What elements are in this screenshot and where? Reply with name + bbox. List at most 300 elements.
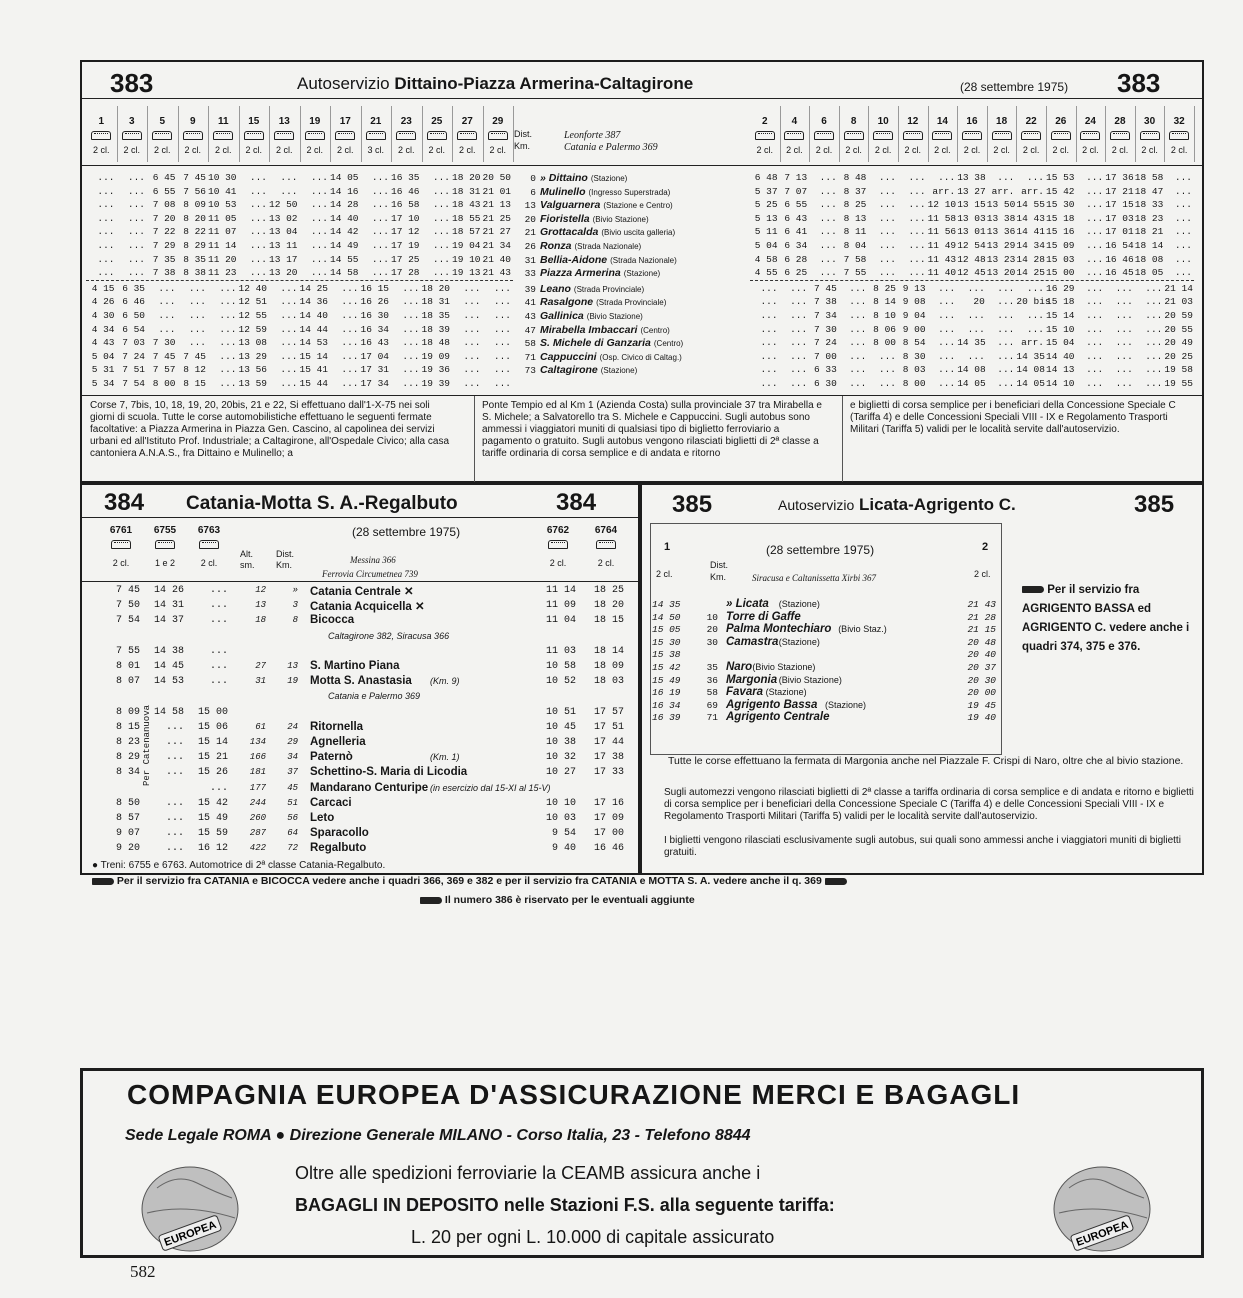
station-row	[514, 310, 750, 322]
left-time-cell: 14 42	[330, 226, 359, 238]
left-time-cell: 15 14	[299, 350, 329, 362]
left-time-cell: 5 04	[91, 350, 115, 362]
dist-header: Dist. Km.	[514, 129, 532, 151]
column-class: 2 cl.	[428, 145, 445, 155]
left-time-cell: 6 54	[122, 323, 145, 335]
station-name: Sparacollo	[310, 827, 369, 840]
station-km: 21	[524, 227, 536, 239]
right-time-cell: ...	[819, 185, 837, 197]
right-time-cell: ...	[760, 323, 778, 335]
station-name: Piazza Armerina	[540, 267, 621, 280]
left-time-cell: ...	[432, 172, 450, 183]
right-time-cell: 14 43	[1016, 212, 1045, 224]
left-time-cell: ...	[280, 185, 298, 197]
right-time-cell: 18 14	[593, 645, 624, 657]
left-time-cell: ...	[463, 337, 481, 349]
right-time-cell: ...	[908, 212, 926, 224]
right-time-cell: ...	[997, 378, 1015, 389]
right-time-cell: 6 48	[754, 172, 778, 183]
left-time-cell: ...	[280, 350, 298, 362]
right-time-cell: 20 55	[1164, 323, 1193, 335]
column-class: 2 cl.	[1052, 145, 1070, 155]
left-time-cell: 7 56	[183, 185, 206, 197]
right-time-cell: ...	[1026, 282, 1044, 294]
left-time-cell: ...	[249, 253, 267, 265]
left-time-cell: ...	[341, 378, 359, 389]
station-name: Carcaci	[310, 796, 352, 809]
column-number: 24	[1084, 116, 1096, 127]
bus-icon	[274, 131, 294, 140]
left-time-cell: 7 30	[152, 337, 176, 349]
left-time-cell: ...	[209, 661, 228, 672]
station-km: 71	[524, 351, 536, 363]
left-time-cell: ...	[463, 378, 481, 389]
right-time-cell: ...	[1145, 310, 1163, 321]
right-time-cell: ...	[1174, 172, 1192, 183]
altitude: 18	[255, 615, 266, 626]
left-time-cell: ...	[463, 364, 481, 376]
note-384-text: Treni: 6755 e 6763. Automotrice di 2ª classe Catania-Regalbuto.	[100, 860, 386, 871]
station-km: 31	[524, 254, 536, 266]
column-header	[208, 106, 240, 162]
right-time-cell: ...	[997, 282, 1015, 294]
right-time-cell: 11 03	[545, 645, 576, 657]
left-time-cell: ...	[97, 226, 115, 238]
railcar-icon	[199, 540, 219, 549]
km: 13	[287, 661, 298, 671]
right-time-cell: ...	[878, 240, 896, 251]
left-time-cell: ...	[371, 240, 389, 251]
right-time-cell: 6 41	[784, 226, 808, 238]
station-name: Grottacalda	[540, 226, 599, 239]
bus-icon	[932, 131, 952, 140]
left-time-cell: 4 26	[91, 296, 115, 308]
left-time-cell: ...	[402, 323, 420, 335]
bus-icon	[152, 131, 172, 140]
left-time-cell: 8 22	[183, 226, 206, 238]
station-km: 73	[524, 365, 536, 377]
right-time-cell: 19 45	[967, 699, 996, 711]
right-time-cell: ...	[849, 337, 867, 349]
right-time-cell: 9 08	[902, 296, 926, 308]
bus-icon	[213, 131, 233, 140]
right-time-cell: 9 40	[551, 843, 576, 855]
left-time-cell: ...	[463, 350, 481, 362]
right-time-cell: 8 13	[843, 212, 867, 224]
column-class: 2 cl.	[904, 145, 922, 155]
km: 45	[287, 782, 298, 793]
left-time-cell: ...	[188, 310, 206, 321]
left-time-cell: ...	[310, 226, 328, 238]
left-time-cell: 12 55	[238, 310, 268, 321]
bus-icon	[122, 131, 142, 140]
left-time-cell: 7 08	[152, 199, 176, 211]
left-time-cell: ...	[280, 364, 298, 376]
right-time-cell: ...	[819, 226, 837, 238]
station-name: Mirabella Imbaccari	[540, 323, 638, 336]
train-header	[536, 525, 580, 568]
title-route: Dittaino-Piazza Armerina-Caltagirone	[394, 74, 694, 93]
station-name: Agrigento Centrale	[726, 711, 830, 724]
left-time-cell: ...	[341, 350, 359, 362]
right-time-cell: 20 bis	[1016, 296, 1051, 308]
station-name: Regalbuto	[310, 842, 367, 855]
column-number: 5	[159, 116, 166, 127]
left-time-cell: 14 25	[299, 282, 329, 294]
right-time-cell: ...	[938, 378, 956, 389]
station-detail: (Centro)	[640, 325, 670, 335]
page-number: 582	[130, 1262, 156, 1281]
column-header	[1076, 106, 1107, 162]
left-time-cell: ...	[165, 797, 184, 809]
left-time-cell: 11 20	[208, 253, 237, 265]
km: 3	[292, 600, 298, 611]
train-number: 6761	[109, 525, 133, 536]
right-time-cell: ...	[760, 310, 778, 321]
right-time-cell: ...	[1145, 296, 1163, 308]
column-header	[147, 106, 179, 162]
right-time-cell: ...	[849, 350, 867, 362]
station-name: Agnelleria	[310, 736, 366, 748]
altitude: 31	[255, 676, 266, 687]
station-detail: (Bivio Stazione)	[752, 662, 816, 672]
right-time-cell: ...	[849, 364, 867, 376]
left-time-cell: ...	[402, 378, 420, 389]
right-time-cell: 7 13	[784, 172, 808, 183]
left-time-cell: 18 31	[421, 296, 451, 308]
right-time-cell: ...	[1145, 337, 1163, 349]
right-time-cell: 13 20	[986, 267, 1016, 279]
column-number: 29	[492, 116, 504, 127]
left-time-cell: ...	[493, 310, 511, 321]
ad-line-1: Oltre alle spedizioni ferroviarie la CEAMB assicura anche i	[295, 1163, 761, 1183]
left-time-cell: 17 10	[391, 212, 420, 224]
km: 10	[706, 611, 718, 623]
left-time-cell: 16 35	[391, 172, 420, 183]
station-name: Paternò	[310, 751, 353, 764]
right-time-cell: 10 10	[545, 797, 576, 809]
station-detail: (Bivio uscita galleria)	[601, 228, 676, 238]
station-km: 20	[524, 213, 536, 225]
left-time-cell: ...	[402, 364, 420, 376]
left-time-cell: ...	[371, 199, 389, 211]
right-time-cell: ...	[1086, 267, 1104, 279]
left-time-cell: ...	[127, 185, 145, 197]
station-row	[514, 267, 750, 279]
left-time-cell: 15 49	[652, 674, 681, 686]
left-time-cell: ...	[209, 676, 228, 688]
footer-note-1	[92, 875, 1202, 887]
left-time-cell: 8 35	[183, 253, 206, 265]
right-time-cell: 6 55	[784, 199, 808, 211]
right-time-cell: ...	[790, 364, 808, 376]
table-date: (28 settembre 1975)	[960, 80, 1069, 94]
column-number: 26	[1055, 116, 1067, 127]
left-time-cell: ...	[280, 378, 298, 389]
right-time-cell: 18 21	[1134, 226, 1164, 238]
right-time-cell: 14 08	[957, 364, 986, 376]
station-km: 47	[524, 324, 536, 336]
left-time-cell: ...	[165, 843, 184, 855]
globe-right-label: EUROPEA	[1074, 1218, 1130, 1249]
left-time-cell: 7 38	[152, 267, 176, 279]
column-class: 2 cl.	[458, 145, 476, 155]
left-time-cell: ...	[209, 782, 228, 794]
station-row	[514, 324, 750, 336]
column-number: 27	[461, 116, 473, 127]
left-time-cell: 12 51	[238, 296, 268, 308]
left-time-cell: 15 00	[197, 706, 228, 718]
altitude: 12	[255, 585, 266, 595]
left-time-cell: 16 43	[360, 337, 390, 349]
bus-icon	[1169, 131, 1189, 140]
left-time-cell: 15 30	[652, 636, 681, 648]
station-name: Ronza	[540, 240, 572, 252]
right-time-cell: ...	[878, 378, 896, 389]
left-time-cell: 18 31	[452, 185, 481, 197]
right-time-cell: ...	[997, 364, 1015, 376]
left-time-cell: 14 53	[153, 676, 184, 688]
right-time-cell: 15 00	[1046, 267, 1075, 279]
station-detail: (Stazione)	[623, 269, 661, 279]
station-row	[514, 351, 750, 363]
left-time-cell: ...	[280, 282, 298, 294]
column-header	[928, 106, 959, 162]
right-time-cell: 17 36	[1105, 172, 1134, 183]
right-time-cell: ...	[1174, 185, 1192, 197]
left-time-cell: 17 04	[360, 350, 390, 362]
left-time-cell: ...	[219, 364, 237, 376]
left-time-cell: 16 34	[652, 699, 681, 711]
right-time-cell: 16 46	[1105, 253, 1134, 265]
left-time-cell: 19 04	[452, 240, 481, 251]
left-time-cell: 13 20	[269, 267, 298, 279]
left-time-cell: 13 29	[238, 350, 268, 362]
right-time-cell: ...	[1086, 282, 1104, 294]
right-time-cell: ...	[1145, 282, 1163, 294]
station-detail: (Osp. Civico di Caltag.)	[599, 352, 682, 362]
left-time-cell: ...	[188, 296, 206, 308]
right-time-cell: 20 49	[1164, 337, 1193, 349]
left-time-cell: 17 19	[391, 240, 420, 251]
column-class: 2 cl.	[756, 145, 774, 155]
right-time-cell: 19 58	[1164, 364, 1193, 376]
right-time-cell: ...	[1026, 323, 1044, 335]
left-time-cell: 14 49	[330, 240, 359, 251]
bus-icon	[962, 131, 982, 140]
right-time-cell: 9 13	[902, 282, 926, 294]
left-time-cell: ...	[493, 364, 511, 376]
station-name: » Licata	[726, 598, 769, 610]
right-time-cell: 21 15	[967, 624, 996, 636]
table-number-right: 385	[1134, 491, 1175, 518]
right-time-cell: 7 00	[813, 350, 837, 362]
station-row	[514, 254, 750, 266]
left-time-cell: ...	[341, 282, 359, 294]
station-detail: Catania e Palermo 369	[328, 691, 421, 702]
column-class: 2 cl.	[92, 145, 110, 155]
left-time-cell: 13 08	[238, 337, 268, 349]
left-time-cell: ...	[158, 310, 176, 321]
right-time-cell: ...	[849, 296, 867, 308]
left-time-cell: 10 41	[208, 185, 237, 197]
right-time-cell: 18 47	[1134, 185, 1164, 197]
left-time-cell: ...	[310, 185, 328, 197]
column-number: 15	[248, 116, 260, 127]
left-time-cell: 14 58	[330, 267, 359, 279]
left-time-cell: 8 29	[115, 752, 140, 764]
globe-left-label: EUROPEA	[162, 1218, 218, 1249]
train-class: 2 cl.	[597, 558, 615, 568]
left-time-cell: 19 09	[421, 350, 451, 362]
right-time-cell: ...	[760, 378, 778, 389]
footer-note-2-text: Il numero 386 è riservato per le eventuali aggiunte	[444, 894, 695, 906]
right-time-cell: 14 55	[1016, 199, 1045, 211]
right-time-cell: 10 45	[545, 721, 576, 733]
left-time-cell: ...	[219, 378, 237, 389]
left-time-cell: ...	[310, 172, 328, 183]
altitude: 13	[255, 600, 266, 611]
left-time-cell: 16 58	[391, 199, 420, 211]
bus-icon	[305, 131, 325, 140]
station-row	[514, 172, 750, 184]
right-time-cell: 18 25	[593, 585, 624, 596]
right-time-cell: 15 14	[1046, 310, 1075, 321]
left-time-cell: ...	[158, 296, 176, 308]
right-time-cell: 21 14	[1164, 282, 1193, 294]
right-time-cell: arr.	[932, 185, 956, 197]
left-time-cell: 8 09	[115, 706, 140, 718]
right-time-cell: ...	[1086, 212, 1104, 224]
left-time-cell: 15 42	[652, 662, 681, 673]
title-prefix: Autoservizio	[778, 497, 855, 513]
right-time-cell: 6 28	[784, 253, 808, 265]
left-time-cell: 14 50	[652, 611, 681, 623]
right-time-cell: 7 24	[813, 337, 837, 349]
station-detail: (Strada Provinciale)	[596, 298, 667, 308]
right-time-cell: ...	[878, 267, 896, 279]
left-time-cell: 8 15	[115, 721, 140, 733]
right-time-cell: ...	[938, 323, 956, 335]
right-time-cell: 8 14	[873, 296, 896, 308]
right-time-cell: 17 21	[1105, 185, 1134, 197]
right-time-cell: 15 30	[1046, 199, 1075, 211]
right-time-cell: 11 40	[927, 267, 957, 279]
right-time-cell: ...	[938, 296, 956, 308]
right-time-cell: 8 48	[843, 172, 867, 183]
left-time-cell: 8 09	[183, 199, 206, 211]
station-detail: (Stazione)	[765, 687, 807, 698]
note-3: I biglietti vengono rilasciati esclusivamente sugli autobus, sui quali sono ammessi anche i viaggiatori muniti di biglietti gratuiti.	[664, 835, 1181, 858]
left-time-cell: ...	[188, 323, 206, 335]
left-time-cell: 12 40	[238, 282, 268, 294]
left-time-cell: ...	[165, 767, 184, 779]
left-time-cell: ...	[341, 323, 359, 335]
table-number-right: 384	[556, 489, 597, 516]
column-header	[780, 106, 811, 162]
left-time-cell: 8 07	[115, 676, 140, 688]
left-time-cell: ...	[209, 600, 228, 612]
left-time-cell: ...	[97, 185, 115, 197]
column-class: 2 cl.	[963, 145, 981, 155]
bus-icon	[244, 131, 264, 140]
right-time-cell: ...	[1115, 323, 1133, 335]
left-time-cell: ...	[97, 240, 115, 251]
station-detail: (Stazione e Centro)	[603, 201, 673, 211]
class-right: 2 cl.	[974, 569, 991, 579]
right-time-cell: ...	[1086, 240, 1104, 251]
left-time-cell: 11 14	[208, 240, 237, 251]
left-time-cell: 8 20	[183, 212, 206, 224]
right-time-cell: ...	[1086, 310, 1104, 321]
left-time-cell: 4 15	[91, 282, 115, 294]
station-detail: (Strada Provinciale)	[573, 284, 645, 294]
right-time-cell: ...	[967, 282, 985, 294]
note-384: ● Treni: 6755 e 6763. Automotrice di 2ª classe Catania-Regalbuto.	[92, 860, 386, 871]
station-name: Bicocca	[310, 614, 355, 627]
km: 64	[287, 828, 298, 839]
right-time-cell: arr.	[1021, 337, 1044, 349]
left-time-cell: 17 34	[360, 378, 390, 389]
station-name: Catania Centrale ✕	[310, 586, 414, 598]
station-name: Schettino-S. Maria di Licodia	[310, 766, 468, 779]
right-time-cell: 20 37	[967, 662, 996, 673]
left-time-cell: 7 45	[183, 350, 206, 362]
left-time-cell: ...	[402, 310, 420, 321]
train-class: 2 cl.	[112, 558, 130, 568]
right-time-cell: 20 30	[967, 674, 996, 686]
right-time-cell: 15 18	[1046, 212, 1075, 224]
station-name: Fioristella	[540, 212, 590, 225]
left-time-cell: 14 55	[330, 253, 359, 265]
left-time-cell: 14 45	[153, 661, 184, 672]
station-km: 33	[524, 268, 536, 280]
right-time-cell: ...	[1115, 364, 1133, 376]
left-time-cell: 21 25	[482, 212, 512, 224]
left-time-cell: 9 20	[115, 843, 140, 855]
right-time-cell: ...	[1086, 199, 1104, 211]
column-class: 2 cl.	[245, 145, 262, 155]
bus-icon	[1140, 131, 1160, 140]
right-time-cell: 11 43	[927, 253, 957, 265]
right-time-cell: 14 40	[1046, 350, 1075, 362]
train-header	[584, 525, 628, 568]
right-time-cell: 16 46	[593, 843, 624, 855]
right-time-cell: 20 25	[1164, 350, 1193, 362]
station-detail: (Bivio Stazione)	[592, 214, 649, 224]
altitude: 166	[249, 752, 266, 763]
dist-note-2: Catania e Palermo 369	[564, 142, 658, 153]
right-time-cell: ...	[997, 172, 1015, 183]
right-time-cell: 10 38	[545, 737, 576, 748]
station-name: Mulinello	[540, 185, 586, 198]
left-time-cell: ...	[402, 337, 420, 349]
left-time-cell: ...	[341, 310, 359, 321]
train-number: 6764	[594, 525, 618, 536]
right-time-cell: ...	[908, 226, 926, 238]
right-time-cell: 7 38	[813, 296, 837, 308]
station-km: 39	[524, 283, 536, 295]
column-number: 19	[309, 116, 321, 127]
left-time-cell: 8 00	[152, 378, 176, 389]
left-time-cell: 11 23	[208, 267, 237, 279]
station-row	[514, 337, 750, 349]
right-time-cell: 14 13	[1046, 364, 1075, 376]
station-name: Mandarano Centuripe	[310, 781, 429, 794]
right-time-cell: ...	[1174, 267, 1192, 279]
left-time-cell: 6 46	[122, 296, 145, 308]
left-time-cell: 15 21	[197, 752, 228, 764]
